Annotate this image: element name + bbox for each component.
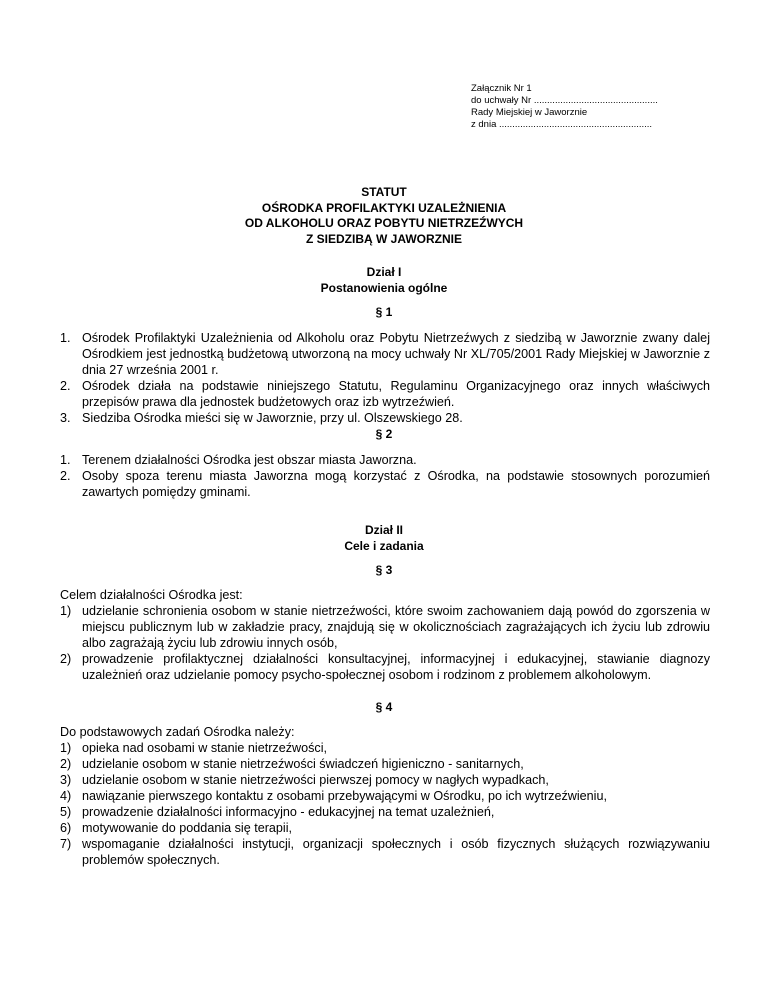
list-item-number: 2. xyxy=(60,379,71,393)
list-item xyxy=(60,378,710,410)
list-item-text: Terenem działalności Ośrodka jest obszar miasta Jaworzna. xyxy=(82,453,417,467)
list-item-number: 4) xyxy=(60,789,72,803)
list-item-text: udzielanie osobom w stanie nietrzeźwości świadczeń higieniczno - sanitarnych, xyxy=(82,757,524,771)
list-item-text: udzielanie osobom w stanie nietrzeźwości pierwszej pomocy w nagłych wypadkach, xyxy=(82,773,549,787)
list-item-number: 5) xyxy=(60,805,72,819)
annex-line-1: Załącznik Nr 1 xyxy=(471,83,532,94)
list-item-text: motywowanie do poddania się terapii, xyxy=(82,821,293,835)
paragraph-2-heading: § 2 xyxy=(375,427,393,441)
list-item-number: 6) xyxy=(60,821,72,835)
list-item-number: 2. xyxy=(60,469,71,483)
paragraph-3-intro: Celem działalności Ośrodka jest: xyxy=(60,588,243,602)
title-line-3: OD ALKOHOLU ORAZ POBYTU NIETRZEŹWYCH xyxy=(244,216,524,230)
paragraph-4-list xyxy=(60,724,710,868)
list-item xyxy=(60,820,710,836)
title-line-1: STATUT xyxy=(361,185,407,199)
section-1-heading xyxy=(0,265,768,296)
list-item-number: 1. xyxy=(60,453,71,467)
list-item-number: 1) xyxy=(60,741,72,755)
list-item xyxy=(60,330,710,378)
list-item-number: 1) xyxy=(60,604,72,618)
list-item-text: Siedziba Ośrodka mieści się w Jaworznie, przy ul. Olszewskiego 28. xyxy=(82,411,463,425)
annex-note xyxy=(471,83,658,131)
list-item-text: opieka nad osobami w stanie nietrzeźwości, xyxy=(82,741,328,755)
list-item-number: 2) xyxy=(60,757,72,771)
paragraph-3-list xyxy=(60,587,710,683)
list-item xyxy=(60,772,710,788)
list-item xyxy=(60,410,710,426)
list-item-number: 2) xyxy=(60,652,72,666)
list-item-text: prowadzenie działalności informacyjno - edukacyjnej na temat uzależnień, xyxy=(82,805,495,819)
list-item xyxy=(60,804,710,820)
title-line-4: Z SIEDZIBĄ W JAWORZNIE xyxy=(306,231,462,246)
section-2-heading xyxy=(0,523,768,554)
section-2-title: Dział II xyxy=(364,523,403,537)
document-title xyxy=(0,185,768,247)
list-item xyxy=(60,788,710,804)
list-item xyxy=(60,603,710,651)
annex-line-4: z dnia .......................................................... xyxy=(471,119,653,130)
paragraph-4-heading: § 4 xyxy=(375,700,393,714)
list-item-number: 3. xyxy=(60,411,71,425)
list-item-text: Osoby spoza terenu miasta Jaworzna mogą korzystać z Ośrodka, na podstawie stosownych porozumień zawartych pomiędzy gminami. xyxy=(82,469,710,499)
paragraph-4-intro: Do podstawowych zadań Ośrodka należy: xyxy=(60,725,295,739)
list-item-number: 7) xyxy=(60,837,72,851)
list-item xyxy=(60,468,710,500)
list-item xyxy=(60,756,710,772)
list-item-number: 3) xyxy=(60,773,72,787)
paragraph-3-heading: § 3 xyxy=(375,563,393,577)
list-item-number: 1. xyxy=(60,331,71,345)
annex-line-3: Rady Miejskiej w Jaworznie xyxy=(471,107,588,118)
list-item-text: prowadzenie profilaktycznej działalności konsultacyjnej, informacyjnej i edukacyjnej, stawianie diagnozy uzależnień oraz udzielanie pomocy psycho-społecznej osobom i rodzinom z problemem alkoholowym. xyxy=(82,652,710,682)
paragraph-1-list xyxy=(60,330,710,426)
list-item-text: Ośrodek Profilaktyki Uzależnienia od Alkoholu oraz Pobytu Nietrzeźwych z siedzibą w Jaworznie zwany dalej Ośrodkiem jest jednostką budżetową utworzoną na mocy uchwały Nr XL/705/2001 Rady Miejskiej w Jaworznie z dnia 27 września 2001 r. xyxy=(82,331,710,377)
section-1-title: Dział I xyxy=(366,265,402,279)
paragraph-1-heading: § 1 xyxy=(375,305,393,319)
list-item xyxy=(60,836,710,868)
list-item xyxy=(60,452,710,468)
list-item-text: wspomaganie działalności instytucji, organizacji społecznych i osób fizycznych służących rozwiązywaniu problemów społecznych. xyxy=(82,837,710,867)
annex-line-2: do uchwały Nr ............................................... xyxy=(471,95,658,106)
section-1-subtitle: Postanowienia ogólne xyxy=(320,280,448,295)
section-2-subtitle: Cele i zadania xyxy=(344,538,424,553)
paragraph-2-list xyxy=(60,452,710,500)
list-item-text: udzielanie schronienia osobom w stanie nietrzeźwości, które swoim zachowaniem dają powód do zgorszenia w miejscu publicznym lub w zakładzie pracy, znajdują się w okolicznościach zagrażających ich życiu lub zdrowiu albo zagrażają życiu lub zdrowiu innych osób, xyxy=(82,604,710,650)
list-item xyxy=(60,740,710,756)
list-item-text: nawiązanie pierwszego kontaktu z osobami przebywającymi w Ośrodku, po ich wytrzeźwieniu, xyxy=(82,789,607,803)
list-item-text: Ośrodek działa na podstawie niniejszego Statutu, Regulaminu Organizacyjnego oraz innych właściwych przepisów prawa dla jednostek budżetowych oraz izb wytrzeźwień. xyxy=(82,379,710,409)
title-line-2: OŚRODKA PROFILAKTYKI UZALEŻNIENIA xyxy=(261,200,507,215)
list-item xyxy=(60,651,710,683)
